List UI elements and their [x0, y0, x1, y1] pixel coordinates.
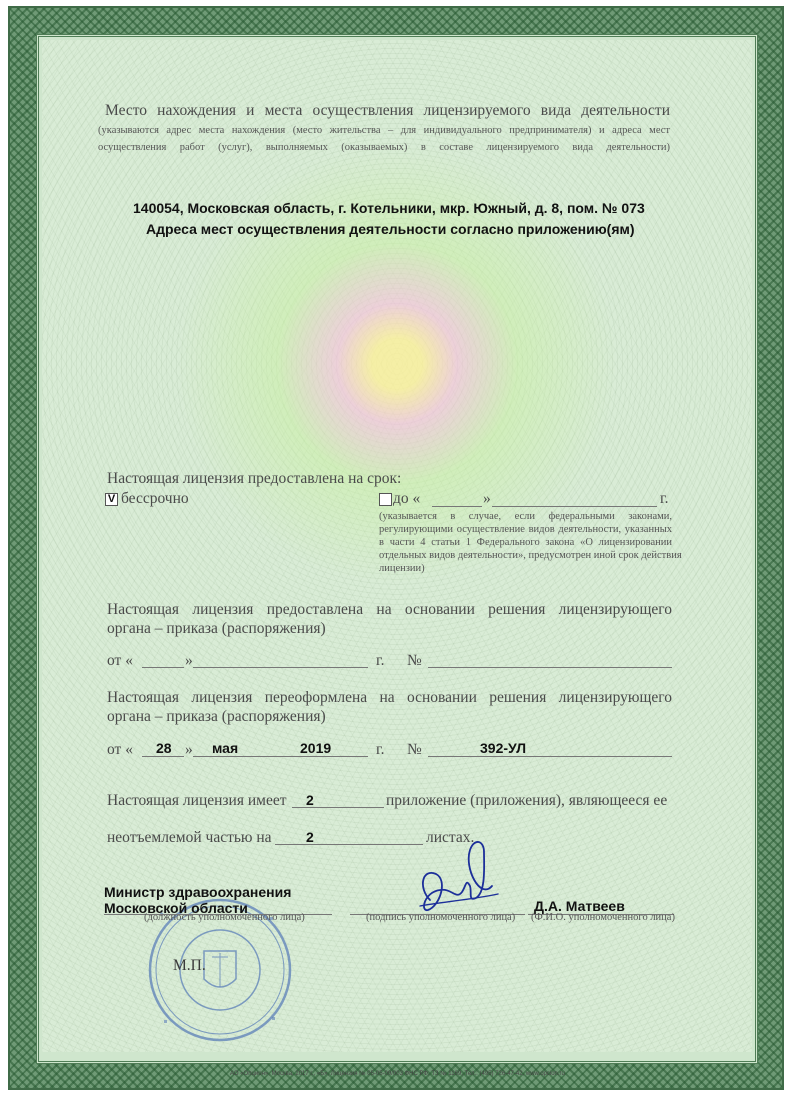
basis-number-line — [428, 667, 672, 668]
until-label: до « — [393, 490, 421, 507]
handwritten-signature — [400, 830, 510, 925]
term-note-4: отдельных видов деятельности», предусмотрен иной срок действия — [379, 550, 682, 561]
indefinite-label: бессрочно — [121, 490, 189, 507]
term-note-5: лицензии) — [379, 563, 425, 574]
printer-footer: АО «Опцион», Москва, 2017 г., «Б», Лицензия № 05-05-09/003 ФНС РФ, ТЗ № 1169, Тел.: (495) 726-47-42, www.opcion.ru — [230, 1071, 565, 1077]
signature-caption: (подпись уполномоченного лица) — [366, 912, 516, 923]
appendix-line-1-start: Настоящая лицензия имеет — [107, 792, 287, 809]
basis-line-1: Настоящая лицензия предоставлена на основании решения лицензирующего — [107, 601, 672, 618]
signer-position-line-1: Министр здравоохранения — [104, 884, 292, 900]
until-year-suffix: г. — [660, 490, 669, 507]
reissue-number-line — [428, 756, 672, 757]
until-day-line — [432, 506, 482, 507]
basis-month-line — [193, 667, 368, 668]
reissue-month-line — [193, 756, 368, 757]
reissue-close-quote: » — [185, 741, 193, 758]
position-caption: (должность уполномоченного лица) — [144, 912, 305, 923]
reissue-from: от « — [107, 741, 133, 758]
term-label: Настоящая лицензия предоставлена на срок: — [107, 470, 402, 487]
heading-note-1: (указываются адрес места нахождения (место жительства – для индивидуального предпринимателя) и адреса мест — [98, 125, 670, 136]
basis-close-quote: » — [185, 652, 193, 669]
basis-year-suffix: г. — [376, 652, 385, 669]
address-places: Адреса мест осуществления деятельности согласно приложению(ям) — [146, 221, 635, 237]
heading-note-2: осуществления работ (услуг), выполняемых (оказываемых) в составе лицензируемого вида деятельности) — [98, 142, 670, 153]
reissue-day-line — [142, 756, 184, 757]
term-note-2: регулирующими осуществление видов деятельности, указанных — [379, 524, 672, 535]
until-month-line — [492, 506, 657, 507]
term-note-3: в части 4 статьи 1 Федерального закона «О лицензировании — [379, 537, 672, 548]
appendix-line-1-end: приложение (приложения), являющееся ее — [386, 792, 668, 809]
signer-position-line-2: Московской области — [104, 900, 248, 916]
appendix-count: 2 — [306, 792, 314, 808]
heading-title: Место нахождения и места осуществления лицензируемого вида деятельности — [105, 102, 670, 119]
reissue-year-suffix: г. — [376, 741, 385, 758]
until-checkbox — [379, 493, 392, 506]
reissue-year: 2019 — [300, 740, 332, 756]
term-note-1: (указывается в случае, если федеральными законами, — [379, 511, 672, 522]
stamp-label: М.П. — [173, 957, 206, 974]
reissue-number: 392-УЛ — [480, 740, 527, 756]
address-line: 140054, Московская область, г. Котельники, мкр. Южный, д. 8, пом. № 073 — [133, 200, 645, 216]
name-caption: (Ф.И.О. уполномоченного лица) — [531, 912, 675, 923]
basis-number-sign: № — [407, 652, 422, 669]
appendix-line-2-end: листах. — [426, 829, 475, 846]
signer-name: Д.А. Матвеев — [534, 898, 625, 914]
appendix-line-2-start: неотъемлемой частью на — [107, 829, 272, 846]
basis-day-line — [142, 667, 184, 668]
reissue-day: 28 — [156, 740, 172, 756]
appendix-sheets: 2 — [306, 829, 314, 845]
indefinite-checkbox: V — [105, 493, 118, 506]
basis-from: от « — [107, 652, 133, 669]
basis-line-2: органа – приказа (распоряжения) — [107, 620, 326, 637]
reissue-line-2: органа – приказа (распоряжения) — [107, 708, 326, 725]
reissue-number-sign: № — [407, 741, 422, 758]
reissue-month: мая — [212, 740, 239, 756]
until-close-quote: » — [483, 490, 491, 507]
reissue-line-1: Настоящая лицензия переоформлена на основании решения лицензирующего — [107, 689, 672, 706]
